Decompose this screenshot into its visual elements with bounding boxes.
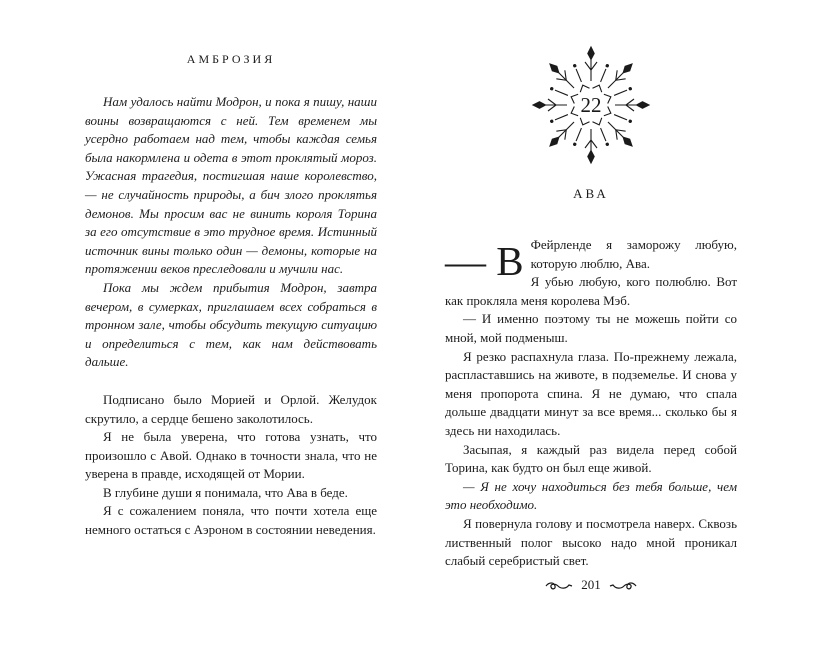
- running-header: АМБРОЗИЯ: [186, 52, 276, 66]
- body-block: [85, 391, 377, 540]
- chapter-title: АВА: [573, 186, 609, 201]
- right-page: [445, 42, 737, 571]
- body-paragraph: В глубине души я понимала, что Ава в беде.: [103, 484, 348, 500]
- chapter-text: [445, 236, 737, 571]
- left-page: [85, 52, 377, 540]
- letter-paragraph: Пока мы ждем прибытия Модрон, завтра вечером, в сумерках, приглашаем всех собраться в тронном зале, чтобы обсудить текущую ситуацию и определиться с тем, как нам действовать дальше.: [85, 279, 377, 370]
- body-paragraph: Я не была уверена, что готова узнать, что произошло с Авой. Однако в точности знала, что не уверена в правде, исходящей от Мории.: [85, 429, 377, 482]
- footer-flourish-left-icon: [545, 580, 573, 592]
- page-number: 201: [581, 577, 601, 592]
- body-paragraph: Я резко распахнула глаза. По-прежнему лежала, распластавшись на животе, в подземелье. И снова у меня пропорота спина. Я не думаю, что спала дольше двадцати минут за все время... сколько бы я здесь ни находилась.: [445, 348, 737, 438]
- body-paragraph: Засыпая, я каждый раз видела перед собой Торина, как будто он был еще живой.: [445, 441, 737, 476]
- body-paragraph: Я повернула голову и посмотрела наверх. Сквозь лиственный полог высоко надо мной проникал слабый серебристый свет.: [445, 515, 737, 569]
- chapter-ornament-wrap: [445, 42, 737, 172]
- footer-flourish-right-icon: [609, 580, 637, 592]
- drop-cap: — В: [445, 238, 524, 284]
- letter-block: [85, 93, 377, 372]
- page-footer: [445, 577, 737, 593]
- opening-sentence: Фейрленде я заморожу любую, которую люблю, Ава.: [530, 237, 737, 271]
- opening-paragraph: [445, 236, 737, 310]
- body-paragraph: Я с сожалением поняла, что почти хотела еще немного остаться с Аэроном в состоянии неведения.: [85, 503, 377, 538]
- body-paragraph: Подписано было Морией и Орлой. Желудок скрутило, а сердце бешено заколотилось.: [85, 391, 377, 426]
- opening-sentence: Я убью любую, кого полюблю. Вот как прокляла меня королева Мэб.: [445, 274, 737, 308]
- chapter-number: 22: [580, 93, 602, 117]
- letter-paragraph: Нам удалось найти Модрон, и пока я пишу, наши воины возвращаются с ней. Тем временем мы усердно работаем над тем, чтобы каждая семья была накормлена и одета в этот проклятый мороз. Ужасная трагедия, постигшая наше королевство, — не случайность природы, а бич злого проклятья демонов. Мы просим вас не винить короля Торина за его отсутствие в это трудное время. Истинный источник вины только один — демоны, которые на протяжении веков преследовали и мучили нас.: [85, 94, 377, 277]
- body-paragraph: — Я не хочу находиться без тебя больше, чем это необходимо.: [445, 478, 737, 513]
- snowflake-ornament: [528, 42, 654, 168]
- body-paragraph: — И именно поэтому ты не можешь пойти со мной, мой подменыш.: [445, 311, 737, 345]
